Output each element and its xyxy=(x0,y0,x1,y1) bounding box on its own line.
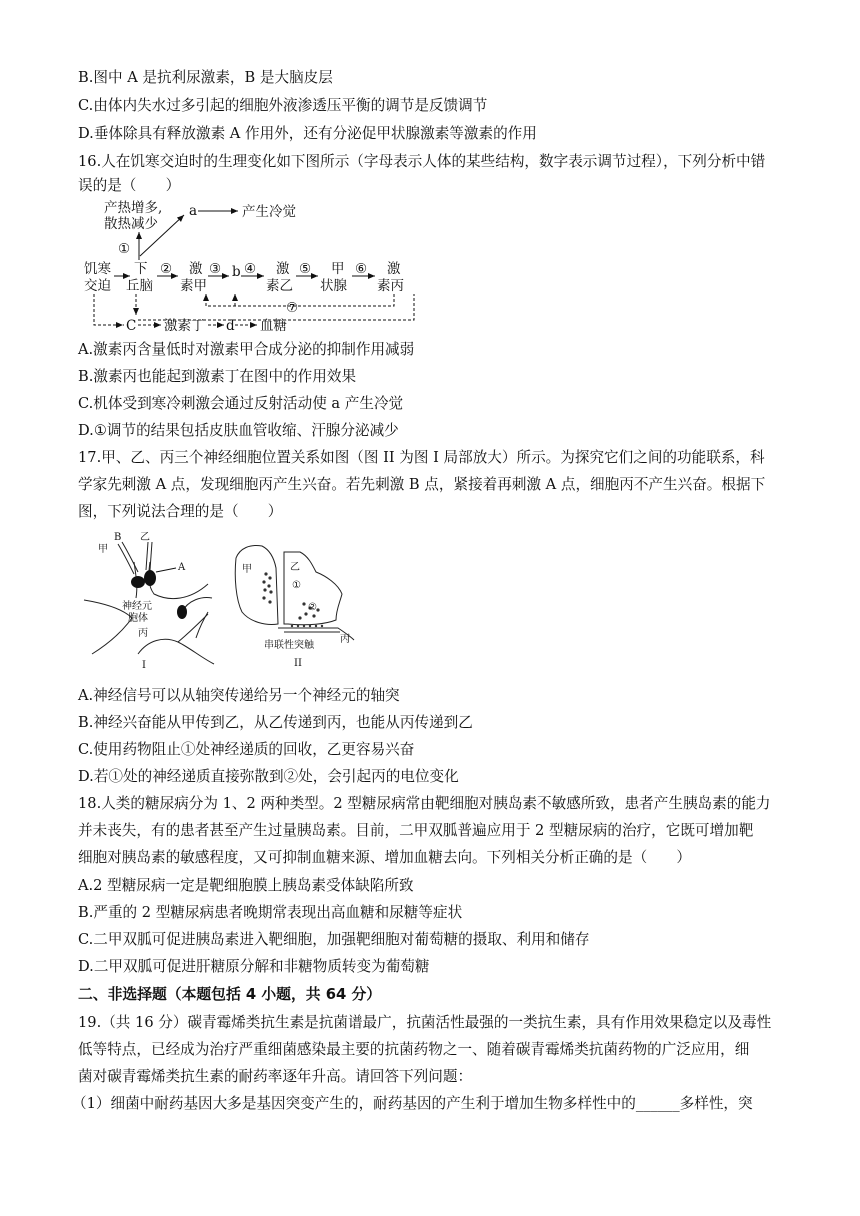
fig16-process-6: ⑥ xyxy=(355,261,368,277)
fig16-thyroid-line2: 状腺 xyxy=(320,278,347,294)
q17-option-b: B.神经兴奋能从甲传到乙，从乙传递到丙，也能从丙传递到乙 xyxy=(78,714,473,731)
fig16-node-b: b xyxy=(232,264,241,280)
fig17-site-1: ① xyxy=(292,580,301,591)
fig16-hormone-jia-line2: 素甲 xyxy=(180,278,207,294)
q16-option-b: B.激素丙也能起到激素丁在图中的作用效果 xyxy=(78,368,357,385)
q16-option-d: D.①调节的结果包括皮肤血管收缩、汗腺分泌减少 xyxy=(78,422,399,439)
fig16-hormone-jia-line1: 激 xyxy=(189,261,203,277)
fig16-thyroid-line1: 甲 xyxy=(331,261,345,277)
fig17-neuron-jia: 甲 xyxy=(98,544,108,555)
q17-stem-line2: 学家先刺激 A 点，发现细胞丙产生兴奋。若先刺激 B 点，紧接着再刺激 A 点，细胞丙不产生兴奋。根据下 xyxy=(78,476,766,493)
fig16-process-5: ⑤ xyxy=(299,261,312,277)
fig16-hypothalamus-line2: 丘脑 xyxy=(126,278,153,294)
fig16-hormone-yi-line2: 素乙 xyxy=(266,278,293,294)
q18-stem-line2: 并未丧失，有的患者甚至产生过量胰岛素。目前，二甲双胍普遍应用于 2 型糖尿病的治疗，它既可增加靶 xyxy=(78,822,754,839)
q16-regulation-diagram xyxy=(74,196,434,336)
section-two-heading: 二、非选择题（本题包括 4 小题，共 64 分） xyxy=(78,986,382,1003)
fig17-ii-jia: 甲 xyxy=(242,564,252,575)
q19-text-line2: 低等特点，已经成为治疗严重细菌感染最主要的抗菌药物之一、随着碳青霉烯类抗菌药物的广泛应用，细 xyxy=(78,1041,750,1058)
fig16-node-a: a xyxy=(189,203,198,219)
fig16-process-7: ⑦ xyxy=(286,300,299,316)
fig16-hormone-ding: 激素丁 xyxy=(164,318,205,334)
q15-option-c: C.由体内失水过多引起的细胞外液渗透压平衡的调节是反馈调节 xyxy=(78,97,488,114)
q18-option-a: A.2 型糖尿病一定是靶细胞膜上胰岛素受体缺陷所致 xyxy=(78,877,414,894)
q17-option-c: C.使用药物阻止①处神经递质的回收，乙更容易兴奋 xyxy=(78,741,415,758)
fig17-ii-yi: 乙 xyxy=(290,562,300,573)
q18-stem-line3: 细胞对胰岛素的敏感程度，又可抑制血糖来源、增加血糖去向。下列相关分析正确的是（ ） xyxy=(78,849,691,866)
fig16-process-1: ① xyxy=(118,241,131,257)
q15-option-d: D.垂体除具有释放激素 A 作用外，还有分泌促甲状腺激素等激素的作用 xyxy=(78,125,537,142)
fig17-neuron-yi: 乙 xyxy=(140,532,150,543)
fig17-synapse-caption: 串联性突触 xyxy=(264,640,314,651)
q17-stem-line3: 图，下列说法合理的是（ ） xyxy=(78,503,283,520)
q17-option-d: D.若①处的神经递质直接弥散到②处，会引起丙的电位变化 xyxy=(78,768,459,785)
q18-option-b: B.严重的 2 型糖尿病患者晚期常表现出高血糖和尿糖等症状 xyxy=(78,904,463,921)
q16-stem-line1: 16.人在饥寒交迫时的生理变化如下图所示（字母表示人体的某些结构，数字表示调节过程），下列分析中错 xyxy=(78,153,766,170)
fig17-soma-line1: 神经元 xyxy=(122,601,152,612)
q18-stem-line1: 18.人类的糖尿病分为 1、2 两种类型。2 型糖尿病常由靶细胞对胰岛素不敏感所致，患者产生胰岛素的能力 xyxy=(78,795,771,812)
q19-text-line3: 菌对碳青霉烯类抗生素的耐药率逐年升高。请回答下列问题： xyxy=(78,1068,473,1085)
q17-option-a: A.神经信号可以从轴突传递给另一个神经元的轴突 xyxy=(78,687,400,704)
fig17-figure-ii-label: II xyxy=(294,658,302,669)
fig16-stimulus-line1: 饥寒 xyxy=(84,261,111,277)
q19-text-line4: （1）细菌中耐药基因大多是基因突变产生的，耐药基因的产生利于增加生物多样性中的______多样性，突 xyxy=(72,1095,753,1112)
q18-option-c: C.二甲双胍可促进胰岛素进入靶细胞，加强靶细胞对葡萄糖的摄取、利用和储存 xyxy=(78,931,590,948)
fig16-hormone-bing-line2: 素丙 xyxy=(377,278,404,294)
q17-neuron-diagram xyxy=(78,528,368,670)
fig17-point-a: A xyxy=(178,562,186,573)
q16-stem-line2: 误的是（ ） xyxy=(78,177,181,194)
q17-stem-line1: 17.甲、乙、丙三个神经细胞位置关系如图（图 II 为图 I 局部放大）所示。为探究它们之间的功能联系，科 xyxy=(78,449,765,466)
q19-text-line1: 19.（共 16 分）碳青霉烯类抗生素是抗菌谱最广，抗菌活性最强的一类抗生素，具有作用效果稳定以及毒性 xyxy=(78,1014,772,1031)
fig16-process-4: ④ xyxy=(244,261,257,277)
fig16-stimulus-line2: 交迫 xyxy=(84,278,111,294)
fig16-process-3: ③ xyxy=(209,261,222,277)
fig17-point-b: B xyxy=(114,532,122,543)
fig17-soma-line2: 胞体 xyxy=(128,613,148,624)
q16-option-c: C.机体受到寒冷刺激会通过反射活动使 a 产生冷觉 xyxy=(78,395,404,412)
fig17-ii-bing: 丙 xyxy=(340,634,350,645)
fig16-hormone-bing-line1: 激 xyxy=(387,261,401,277)
fig16-cold-sensation: 产生冷觉 xyxy=(242,204,296,220)
fig16-hormone-yi-line1: 激 xyxy=(276,261,290,277)
q18-option-d: D.二甲双胍可促进肝糖原分解和非糖物质转变为葡萄糖 xyxy=(78,958,430,975)
q16-option-a: A.激素丙含量低时对激素甲合成分泌的抑制作用减弱 xyxy=(78,341,415,358)
fig17-site-2: ② xyxy=(308,602,317,613)
fig16-process-2: ② xyxy=(160,261,173,277)
fig16-heat-line1: 产热增多, xyxy=(104,200,163,216)
fig16-blood-glucose: 血糖 xyxy=(260,318,287,334)
fig17-neuron-bing: 丙 xyxy=(138,628,148,639)
fig16-node-d: d xyxy=(226,318,235,334)
q15-option-b: B.图中 A 是抗利尿激素，B 是大脑皮层 xyxy=(78,69,333,86)
fig17-figure-i-label: I xyxy=(142,660,146,670)
fig16-node-c: C xyxy=(126,318,137,334)
fig16-hypothalamus-line1: 下 xyxy=(134,261,148,277)
fig16-heat-line2: 散热减少 xyxy=(104,216,158,232)
